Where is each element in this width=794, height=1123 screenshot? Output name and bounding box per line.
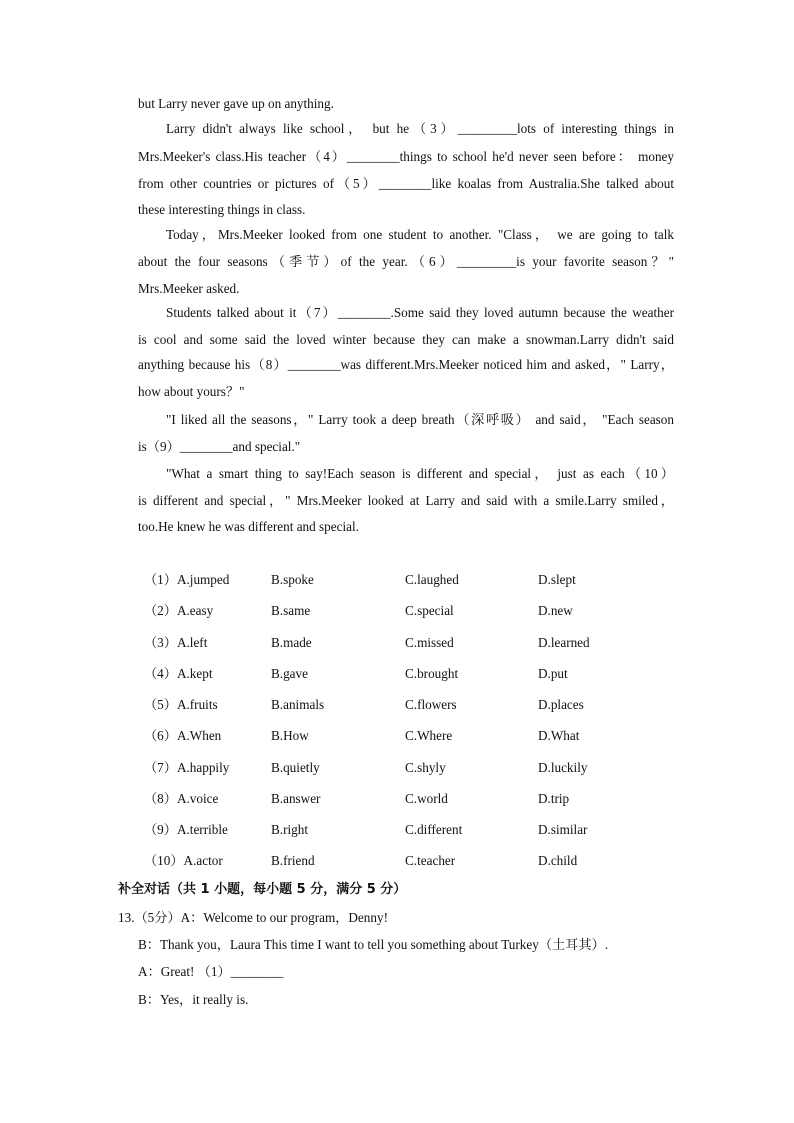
option-d: D.luckily (538, 760, 588, 775)
option-d: D.learned (538, 635, 590, 650)
option-a: （1）A.jumped (144, 572, 230, 587)
option-b: B.answer (271, 791, 321, 806)
passage-line: how about yours？" (138, 384, 245, 399)
dialogue-line: B：Thank you，Laura This time I want to tell you something about Turkey（土耳其）. (138, 937, 609, 952)
option-c: C.brought (405, 666, 459, 681)
option-c: C.different (405, 822, 463, 837)
option-d: D.places (538, 697, 584, 712)
passage-line: anything because his（8）________was different.Mrs.Meeker noticed him and asked，" Larry， (138, 357, 674, 372)
passage-line: "I liked all the seasons，" Larry took a deep breath（深呼吸） and said， "Each season (166, 412, 674, 427)
option-b: B.spoke (271, 572, 314, 587)
option-d: D.What (538, 728, 580, 743)
passage-line: "What a smart thing to say!Each season is different and special， just as each（10） (166, 466, 674, 481)
option-d: D.slept (538, 572, 576, 587)
option-b: B.friend (271, 853, 315, 868)
option-c: C.flowers (405, 697, 457, 712)
option-b: B.How (271, 728, 309, 743)
passage-line: Students talked about it（7）________.Some said they loved autumn because the weather (166, 305, 674, 320)
passage-line: is（9）________and special." (138, 439, 301, 454)
option-d: D.new (538, 603, 573, 618)
option-c: C.shyly (405, 760, 446, 775)
option-d: D.child (538, 853, 578, 868)
option-b: B.animals (271, 697, 325, 712)
option-c: C.Where (405, 728, 453, 743)
option-d: D.similar (538, 822, 588, 837)
option-a: （5）A.fruits (144, 697, 218, 712)
dialogue-line: B：Yes，it really is. (138, 992, 249, 1007)
option-b: B.quietly (271, 760, 320, 775)
dialogue-line: A：Great! （1）________ (138, 964, 284, 979)
option-c: C.teacher (405, 853, 456, 868)
option-a: （10）A.actor (144, 853, 223, 868)
passage-line: Mrs.Meeker asked. (138, 281, 240, 296)
option-b: B.right (271, 822, 308, 837)
option-a: （2）A.easy (144, 603, 214, 618)
option-b: B.same (271, 603, 311, 618)
option-b: B.gave (271, 666, 308, 681)
option-a: （3）A.left (144, 635, 208, 650)
option-a: （6）A.When (144, 728, 222, 743)
passage-line: these interesting things in class. (138, 202, 306, 217)
passage-line: Larry didn't always like school， but he（3）_________lots of interesting things in (166, 121, 674, 136)
option-a: （7）A.happily (144, 760, 230, 775)
option-a: （8）A.voice (144, 791, 219, 806)
option-c: C.laughed (405, 572, 459, 587)
option-d: D.put (538, 666, 568, 681)
option-c: C.missed (405, 635, 454, 650)
passage-line: but Larry never gave up on anything. (138, 96, 334, 111)
passage-line: Today，Mrs.Meeker looked from one student to another. "Class， we are going to talk (166, 227, 674, 242)
passage-line: about the four seasons（季节）of the year.（6）_________is your favorite season？" (138, 254, 674, 269)
passage-line: too.He knew he was different and special. (138, 519, 359, 534)
section-heading: 补全对话（共 1 小题，每小题 5 分，满分 5 分） (118, 882, 407, 897)
question-stem: 13.（5分）A：Welcome to our program，Denny! (118, 910, 388, 925)
option-a: （9）A.terrible (144, 822, 228, 837)
passage-line: is different and special，" Mrs.Meeker looked at Larry and said with a smile.Larry smiled， (138, 493, 674, 508)
option-b: B.made (271, 635, 312, 650)
option-d: D.trip (538, 791, 570, 806)
passage-line: from other countries or pictures of（5）________like koalas from Australia.She talked about (138, 176, 674, 191)
option-a: （4）A.kept (144, 666, 213, 681)
option-c: C.world (405, 791, 448, 806)
passage-line: is cool and some said the loved winter because they can make a snowman.Larry didn't said (138, 332, 674, 347)
passage-line: Mrs.Meeker's class.His teacher（4）________things to school he'd never seen before： money (138, 149, 674, 164)
option-c: C.special (405, 603, 454, 618)
